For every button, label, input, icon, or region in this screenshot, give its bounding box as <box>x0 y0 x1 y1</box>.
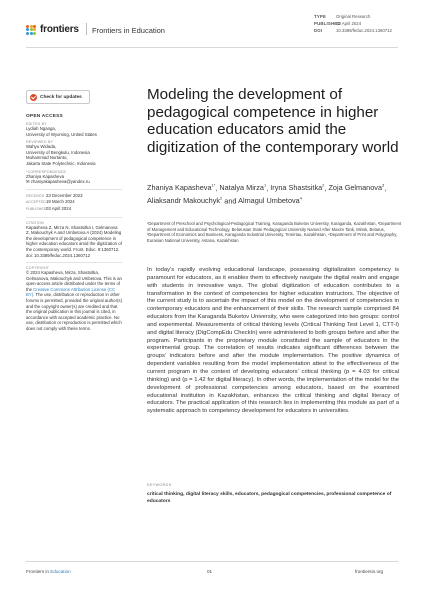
author-name-text: Zhaniya Kapasheva <box>147 183 212 193</box>
footer-site-link[interactable]: frontiersin.org <box>355 569 384 574</box>
author-name[interactable] <box>270 183 324 192</box>
abstract-text: In today’s rapidly evolving educational landscape, possessing digitalization competency is paramount for educators, as it enables them to effectively navigate the digital realm and engage with students in innovative ways. The global digitization of education contributes to a transformation in the context of competencies for higher education instructors. The objective of the current study is to ascertain the impact of this model on the development of competencies in contemporary educators and the enhancement of their skills. The research sample comprised 84 educators from the Karaganda Buketov University, who were categorized into two groups: control and experimental. Measurements of critical thinking levels (Critical Thinking Test Level 1, CTT-I) and digital literacy (DigCompEdu CheckIn) were administered to both groups before and after the program. Participants in the proprietary module constituted the sample of educators in the experimental group. The correlation of results indicates significant differences between the groups’ indicators before and after the module implementation. The positive dynamics of dependent variables resulting from the model implementation attest to the effectiveness of the current program in the context of developing educators’ critical thinking (p = 4.03 for critical thinking) and (p = 1.42 for digital literacy). In other words, the implementation of the model for the development of professional competencies among educators, based on the examined educational institution in Kazakhstan, enhances the critical thinking and digital literacy of educators. The practical application of this research lies in implementing this module as part of a systematic approach to competency development for educators in universities. <box>147 267 399 415</box>
citation-label: CITATION <box>26 220 44 225</box>
journal-name[interactable]: Frontiers in Education <box>92 26 165 35</box>
article-dates <box>26 193 122 213</box>
frontiers-logo[interactable] <box>26 24 79 35</box>
published-label: PUBLISHED <box>26 206 47 211</box>
header-rule <box>26 47 398 48</box>
author-affiliation-mark: 1 <box>263 183 267 188</box>
footer-journal-prefix: Frontiers in <box>26 569 51 574</box>
author-name[interactable] <box>238 196 302 205</box>
author-affiliation-mark: 2 <box>220 195 223 201</box>
edited-by-label: EDITED BY <box>26 122 47 126</box>
author-affiliations: ¹Department of Preschool and Psychological-Pedagogical Training, Karaganda Buketov University, Karaganda, Kazakhstan, ²Department of Management and Educational Technology, Belarusian State Pedagogical University Named After Maxim Tank, Minsk, Belarus, ³Department of Economics and Business, Karaganda Industrial University, Temirtau, Kazakhstan, ⁴Department of Print and Polygraphy, Eurasian National University, Astana, Kazakhstan <box>147 221 402 243</box>
copyright-text-part: The use, distribution or reproduction in other forums is permitted, provided the original author(s) and the copyright owner(s) are credited and that the original publication in this journal is cited, in accordance with accepted academic practice. No use, distribution or reproduction is permitted which does not comply with these terms. <box>26 292 123 332</box>
author-name[interactable] <box>328 183 384 192</box>
reviewed-by-label: REVIEWED BY <box>26 140 54 145</box>
edited-by <box>26 126 122 137</box>
accepted-label: ACCEPTED <box>26 200 46 205</box>
correspondent-name: Zhaniya Kapasheva <box>26 173 64 179</box>
article-meta <box>314 13 392 34</box>
footer-rule <box>26 561 398 562</box>
footer-journal <box>26 569 71 574</box>
meta-doi-label: DOI <box>314 28 323 33</box>
reviewed-by <box>26 144 122 166</box>
article-sidebar <box>26 90 122 332</box>
header-divider <box>86 23 87 35</box>
keywords-list: critical thinking, digital literacy skills, educators, pedagogical competencies, professional competence of educators <box>147 492 392 504</box>
article-title: Modeling the development of pedagogical competence in higher education educators amid the digitization of the contemporary world <box>147 86 399 156</box>
check-updates-label: Check for updates <box>40 94 82 100</box>
editor-name: Lydiah Nganga, <box>26 126 56 131</box>
author-name-text: Iryna Shastsitka <box>270 183 323 193</box>
frontiers-logo-icon <box>26 25 36 35</box>
meta-type-label: TYPE <box>314 14 327 19</box>
copyright-text <box>26 270 122 332</box>
logo-dot <box>33 32 36 35</box>
author-name-text: Zoja Gelmanova <box>328 183 383 193</box>
copyright-label: COPYRIGHT <box>26 266 50 271</box>
author-affiliation-mark: 2 <box>322 183 325 188</box>
author-affiliation-mark: 1* <box>211 183 216 188</box>
author-name[interactable] <box>219 183 266 192</box>
sidebar-divider <box>26 217 122 218</box>
logo-dot <box>26 32 29 35</box>
meta-published-value: 03 April 2024 <box>336 21 362 26</box>
correspondent-email-link[interactable]: ✉ zhaniyakapasheva@yandex.ru <box>26 179 90 185</box>
check-for-updates-button[interactable] <box>26 90 90 104</box>
brand-name: frontiers <box>40 24 79 35</box>
author-affiliation-mark: 4 <box>299 195 302 201</box>
reviewer-affiliation: Jakarta State Polytechnic, Indonesia <box>26 160 96 166</box>
citation-text: Kapasheva Z, Mirza N, Shastsitka I, Gelmanova Z, Makouchyk A and Umbetova A (2024) Modeling the development of pedagogical competence in higher education educators amid the digitization of the contemporary world. Front. Educ. 9:1360712. doi: 10.3389/feduc.2024.1360712 <box>26 224 122 258</box>
copyright-text-part: © 2024 Kapasheva, Mirza, Shastsitka, Gelmanova, Makouchyk and Umbetova. This is an open-access article distributed under the terms of the <box>26 270 122 292</box>
author-name-text: Almagul Umbetova <box>238 196 300 206</box>
reviewer-name: Wahyu Widada, <box>26 144 57 150</box>
author-name[interactable] <box>147 196 222 205</box>
received-label: RECEIVED <box>26 193 45 198</box>
license-link[interactable]: Creative Commons Attribution License (CC BY). <box>26 286 116 298</box>
footer-journal-link[interactable]: Education <box>50 569 71 574</box>
meta-type-value: Original Research <box>336 14 371 19</box>
author-affiliation-mark: 3 <box>382 183 385 188</box>
author-name-text: Aliaksandr Makouchyk <box>147 196 221 206</box>
published-date: 03 April 2024 <box>46 205 72 211</box>
meta-published-label: PUBLISHED <box>314 21 341 26</box>
author-list: Zhaniya Kapasheva$^{1*}$, Natalya Mirza$^1$, Iryna Shastsitka$^2$, Zoja Gelmanova$^3$, Aliaksandr Makouchyk$^2$ and Almagul Umbetova$^4$ <box>147 183 387 206</box>
received-date: 23 December 2023 <box>46 192 83 198</box>
reviewer-affiliation: University of Bengkulu, Indonesia <box>26 149 90 155</box>
correspondence-label: *CORRESPONDENCE <box>26 169 67 174</box>
page-number: 01 <box>207 569 213 574</box>
author-name[interactable] <box>147 183 215 192</box>
author-name-text: Natalya Mirza <box>219 183 264 193</box>
keywords-label: KEYWORDS <box>147 483 172 487</box>
open-access-heading: OPEN ACCESS <box>26 114 63 119</box>
accepted-date: 19 March 2024 <box>46 199 75 205</box>
reviewer-name: Muhammad Nurtanto, <box>26 155 68 161</box>
editor-affiliation: University of Wyoming, United States <box>26 131 97 137</box>
sidebar-divider <box>26 189 122 190</box>
sidebar-divider <box>26 262 122 263</box>
logo-dot <box>26 28 29 31</box>
correspondence <box>26 174 122 185</box>
check-updates-icon <box>30 94 37 101</box>
meta-doi-value[interactable]: 10.3389/feduc.2024.1360712 <box>336 28 392 33</box>
logo-dot <box>33 28 36 31</box>
